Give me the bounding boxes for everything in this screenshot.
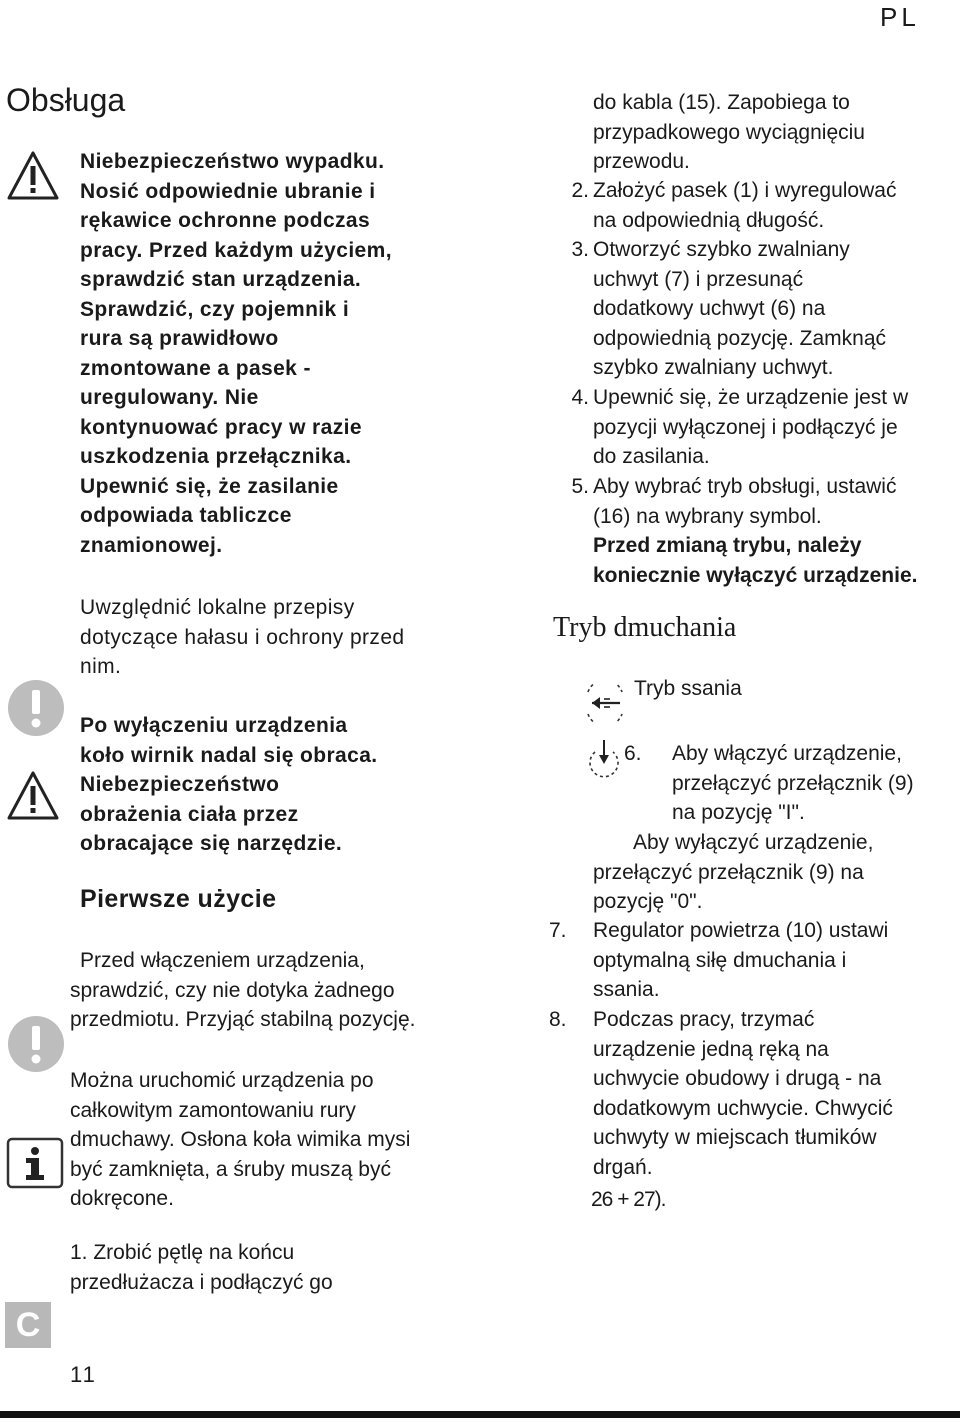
step-text: Aby włączyć urządzenie, przełączyć przełącznik (9) na pozycję "I". [672,742,914,824]
step-text: Założyć pasek (1) i wyregulować na odpowiednią długość. [593,179,897,232]
exclamation-circle-icon [6,1014,66,1074]
suction-mode-label: Tryb ssania [634,677,742,700]
step-number: 8. [549,1008,567,1031]
warning-triangle-icon [6,770,60,822]
exclamation-circle-icon [6,678,66,738]
step-number: 7. [549,919,567,942]
step-number: 6. [624,742,642,765]
step-1-continuation: do kabla (15). Zapobiega to przypadkowego wyciągnięciu przewodu. [593,91,865,173]
warning-rotating-impeller-text: Po wyłączeniu urządzenia koło wirnik nadal się obraca. Niebezpieczeństwo obrażenia ciała przez obracające się narzędzie. [80,714,378,855]
illustration-c-marker [5,1302,51,1348]
step-number: 4. [571,386,589,409]
step-text: Regulator powietrza (10) ustawi optymalną siłę dmuchania i ssania. [593,919,889,1001]
warning-accident-text: Niebezpieczeństwo wypadku. Nosić odpowiednie ubranie i rękawice ochronne podczas pracy. Przed każdym użyciem, sprawdzić stan urządzenia. Sprawdzić, czy pojemnik i rura są prawidłowo zmontowane a pasek - uregulowany. Nie kontynuować pracy w razie uszkodzenia przełącznika. Upewnić się, że zasilanie odpowiada tabliczce znamionowej. [80,150,392,557]
suction-mode-icon [584,684,626,722]
warning-triangle-icon [6,150,60,202]
step-number: 2. [571,179,589,202]
figure-reference: 26 + 27). [591,1188,666,1211]
page-number: 11 [70,1362,97,1387]
first-use-heading: Pierwsze użycie [80,885,277,913]
step-number: 5. [571,475,589,498]
step-number: 3. [571,238,589,261]
info-icon [6,1137,64,1189]
step-text: Otworzyć szybko zwalniany uchwyt (7) i przesunąć dodatkowy uchwyt (6) na odpowiednią pozycję. Zamknąć szybko zwalniany uchwyt. [593,238,886,379]
step-text: Podczas pracy, trzymać urządzenie jedną ręką na uchwycie obudowy i drugą - na dodatkowym uchwycie. Chwycić uchwyty w miejscach tłumików drgań. [593,1008,893,1179]
page-language: PL [880,2,920,32]
assembly-info-text: Można uruchomić urządzenia po całkowitym zamontowaniu rury dmuchawy. Osłona koła wimika mysi być zamknięta, a śruby muszą być dokręcone. [70,1069,411,1210]
blowing-mode-heading: Tryb dmuchania [553,612,737,643]
noise-regulations-note: Uwzględnić lokalne przepisy dotyczące hałasu i ochrony przed nim. [80,596,405,678]
power-switch-icon [586,738,622,782]
mode-change-warning: Przed zmianą trybu, należy koniecznie wyłączyć urządzenie. [593,534,918,587]
page-title: Obsługa [6,82,126,118]
step-text: Aby wybrać tryb obsługi, ustawić (16) na wybrany symbol. [593,475,897,528]
switch-off-instruction: Aby wyłączyć urządzenie, przełączyć przełącznik (9) na pozycję "0". [593,831,874,913]
footer-rule [0,1411,960,1418]
step-text: Upewnić się, że urządzenie jest w pozycji wyłączonej i podłączyć je do zasilania. [593,386,909,468]
illustration-c-label: C [15,1306,41,1344]
step-1-text: 1. Zrobić pętlę na końcu przedłużacza i podłączyć go [70,1241,333,1294]
first-use-text: Przed włączeniem urządzenia, sprawdzić, czy nie dotyka żadnego przedmiotu. Przyjąć stabilną pozycję. [70,949,416,1031]
